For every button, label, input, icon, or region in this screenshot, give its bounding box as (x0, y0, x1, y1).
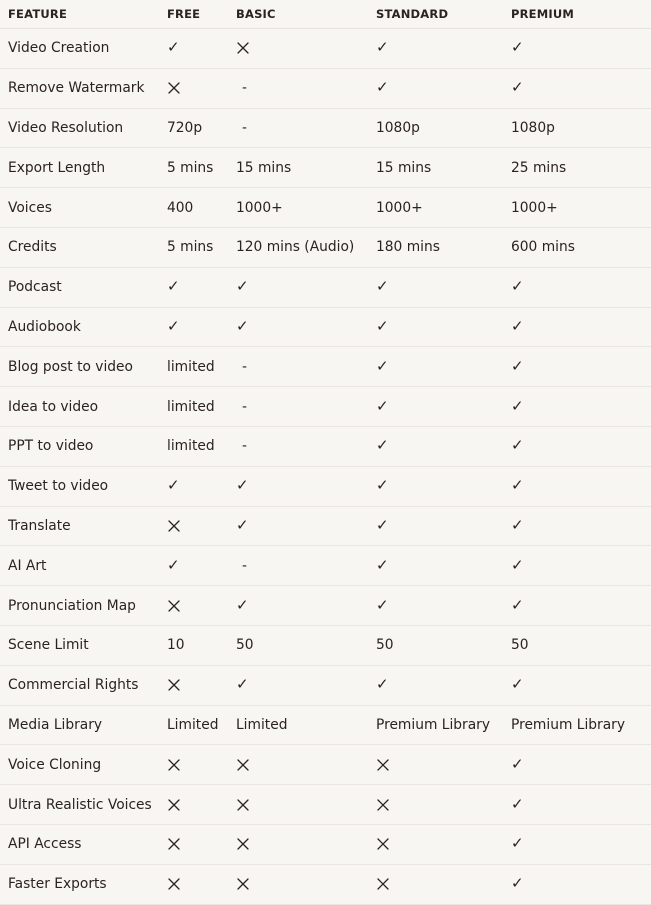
unavailable-dash: - (242, 398, 247, 415)
cell-basic (236, 785, 376, 825)
cross-icon (236, 798, 250, 812)
feature-name: Translate (0, 506, 167, 546)
table-row (0, 426, 651, 466)
cross-icon (376, 837, 390, 851)
check-icon: ✓ (376, 515, 389, 534)
cell-free (167, 745, 236, 785)
cell-basic (236, 108, 376, 148)
cross-icon (236, 758, 250, 772)
check-icon: ✓ (167, 555, 180, 574)
feature-name: Pronunciation Map (0, 586, 167, 626)
table-row (0, 864, 651, 904)
cell-premium (511, 387, 651, 427)
check-icon: ✓ (511, 396, 524, 415)
cell-free: limited (167, 387, 236, 427)
cell-premium (511, 864, 651, 904)
table-row (0, 227, 651, 267)
cell-basic (236, 745, 376, 785)
cross-icon (236, 41, 250, 55)
feature-name: Voices (0, 188, 167, 228)
feature-name: Ultra Realistic Voices (0, 785, 167, 825)
check-icon: ✓ (511, 78, 524, 97)
cell-basic (236, 426, 376, 466)
check-icon: ✓ (236, 277, 249, 296)
table-row (0, 29, 651, 69)
check-icon: ✓ (376, 396, 389, 415)
cell-free (167, 466, 236, 506)
cell-free (167, 29, 236, 69)
feature-name: PPT to video (0, 426, 167, 466)
cell-standard (376, 546, 511, 586)
feature-name: AI Art (0, 546, 167, 586)
table-row (0, 466, 651, 506)
cell-premium (511, 506, 651, 546)
cell-free: 5 mins (167, 227, 236, 267)
cross-icon (376, 758, 390, 772)
table-row (0, 347, 651, 387)
unavailable-dash: - (242, 557, 247, 574)
table-row (0, 824, 651, 864)
check-icon: ✓ (236, 515, 249, 534)
cell-standard (376, 785, 511, 825)
cell-free (167, 267, 236, 307)
check-icon: ✓ (236, 316, 249, 335)
check-icon: ✓ (511, 356, 524, 375)
cell-standard: 180 mins (376, 227, 511, 267)
cell-standard: 50 (376, 625, 511, 665)
table-row (0, 586, 651, 626)
cell-free: 10 (167, 625, 236, 665)
cell-basic (236, 347, 376, 387)
table-row (0, 546, 651, 586)
cell-premium (511, 665, 651, 705)
table-row (0, 108, 651, 148)
table-row (0, 188, 651, 228)
feature-name: Media Library (0, 705, 167, 745)
unavailable-dash: - (242, 119, 247, 136)
cell-free (167, 785, 236, 825)
cell-premium (511, 426, 651, 466)
cell-free: limited (167, 426, 236, 466)
check-icon: ✓ (376, 436, 389, 455)
check-icon: ✓ (511, 277, 524, 296)
cell-premium (511, 267, 651, 307)
feature-name: Export Length (0, 148, 167, 188)
table-body (0, 29, 651, 905)
table-row (0, 745, 651, 785)
cell-premium (511, 586, 651, 626)
table-row (0, 267, 651, 307)
cell-basic (236, 68, 376, 108)
feature-name: Credits (0, 227, 167, 267)
cell-standard: 1000+ (376, 188, 511, 228)
cell-premium: 50 (511, 625, 651, 665)
cell-basic: 120 mins (Audio) (236, 227, 376, 267)
cell-premium (511, 466, 651, 506)
feature-name: Tweet to video (0, 466, 167, 506)
cell-standard (376, 586, 511, 626)
cell-basic (236, 864, 376, 904)
feature-name: API Access (0, 824, 167, 864)
unavailable-dash: - (242, 80, 247, 97)
cell-premium (511, 745, 651, 785)
cell-basic (236, 546, 376, 586)
table-row (0, 705, 651, 745)
table-row (0, 665, 651, 705)
cell-free: 400 (167, 188, 236, 228)
table-row (0, 307, 651, 347)
cell-premium (511, 68, 651, 108)
cell-basic (236, 387, 376, 427)
cell-basic (236, 586, 376, 626)
check-icon: ✓ (376, 38, 389, 57)
cell-premium (511, 29, 651, 69)
cell-premium (511, 546, 651, 586)
cell-premium (511, 347, 651, 387)
cell-free (167, 586, 236, 626)
feature-name: Idea to video (0, 387, 167, 427)
feature-name: Remove Watermark (0, 68, 167, 108)
cell-standard (376, 824, 511, 864)
cell-standard (376, 267, 511, 307)
cell-free (167, 68, 236, 108)
header-premium: PREMIUM (511, 0, 651, 29)
cell-free: 5 mins (167, 148, 236, 188)
header-row (0, 0, 651, 29)
cross-icon (376, 877, 390, 891)
cell-standard: Premium Library (376, 705, 511, 745)
feature-name: Podcast (0, 267, 167, 307)
cross-icon (236, 877, 250, 891)
table-row (0, 785, 651, 825)
header-basic: BASIC (236, 0, 376, 29)
cell-standard: 1080p (376, 108, 511, 148)
table-row (0, 625, 651, 665)
feature-name: Video Creation (0, 29, 167, 69)
table-row (0, 148, 651, 188)
cell-standard (376, 307, 511, 347)
cell-free (167, 546, 236, 586)
cell-standard (376, 426, 511, 466)
cross-icon (167, 798, 181, 812)
cross-icon (167, 877, 181, 891)
cell-free (167, 506, 236, 546)
cell-basic (236, 824, 376, 864)
cell-standard (376, 466, 511, 506)
table-row (0, 506, 651, 546)
check-icon: ✓ (167, 316, 180, 335)
check-icon: ✓ (236, 675, 249, 694)
cell-basic (236, 506, 376, 546)
check-icon: ✓ (511, 515, 524, 534)
check-icon: ✓ (511, 436, 524, 455)
cell-premium (511, 307, 651, 347)
cell-standard (376, 347, 511, 387)
check-icon: ✓ (167, 38, 180, 57)
feature-name: Audiobook (0, 307, 167, 347)
cross-icon (167, 678, 181, 692)
unavailable-dash: - (242, 438, 247, 455)
cell-free (167, 307, 236, 347)
cell-standard (376, 506, 511, 546)
cell-standard (376, 29, 511, 69)
table-row (0, 387, 651, 427)
check-icon: ✓ (376, 595, 389, 614)
cell-basic: 15 mins (236, 148, 376, 188)
check-icon: ✓ (511, 834, 524, 853)
cell-premium: 1000+ (511, 188, 651, 228)
check-icon: ✓ (376, 316, 389, 335)
cell-basic (236, 29, 376, 69)
header-feature: FEATURE (0, 0, 167, 29)
check-icon: ✓ (511, 675, 524, 694)
check-icon: ✓ (511, 754, 524, 773)
cell-premium: 1080p (511, 108, 651, 148)
cross-icon (167, 519, 181, 533)
check-icon: ✓ (167, 277, 180, 296)
cross-icon (167, 758, 181, 772)
cell-basic (236, 267, 376, 307)
cell-basic (236, 665, 376, 705)
cross-icon (167, 837, 181, 851)
header-free: FREE (167, 0, 236, 29)
cell-standard (376, 745, 511, 785)
cell-free: 720p (167, 108, 236, 148)
check-icon: ✓ (236, 595, 249, 614)
cell-standard: 15 mins (376, 148, 511, 188)
cell-free (167, 864, 236, 904)
cell-standard (376, 387, 511, 427)
check-icon: ✓ (511, 874, 524, 893)
cell-free: limited (167, 347, 236, 387)
check-icon: ✓ (167, 476, 180, 495)
cell-basic (236, 307, 376, 347)
cross-icon (236, 837, 250, 851)
cell-premium (511, 785, 651, 825)
cell-premium (511, 824, 651, 864)
check-icon: ✓ (511, 794, 524, 813)
cell-premium: Premium Library (511, 705, 651, 745)
check-icon: ✓ (376, 476, 389, 495)
cell-premium: 600 mins (511, 227, 651, 267)
cell-premium: 25 mins (511, 148, 651, 188)
cell-standard (376, 864, 511, 904)
cell-free (167, 824, 236, 864)
check-icon: ✓ (376, 78, 389, 97)
cell-basic: 50 (236, 625, 376, 665)
cross-icon (376, 798, 390, 812)
check-icon: ✓ (376, 277, 389, 296)
check-icon: ✓ (376, 675, 389, 694)
unavailable-dash: - (242, 358, 247, 375)
cell-free (167, 665, 236, 705)
cell-free: Limited (167, 705, 236, 745)
check-icon: ✓ (376, 555, 389, 574)
feature-name: Blog post to video (0, 347, 167, 387)
feature-name: Voice Cloning (0, 745, 167, 785)
table-row (0, 68, 651, 108)
feature-name: Video Resolution (0, 108, 167, 148)
cell-basic (236, 466, 376, 506)
header-standard: STANDARD (376, 0, 511, 29)
check-icon: ✓ (511, 38, 524, 57)
feature-name: Faster Exports (0, 864, 167, 904)
check-icon: ✓ (511, 595, 524, 614)
cell-standard (376, 68, 511, 108)
cell-standard (376, 665, 511, 705)
cell-basic: Limited (236, 705, 376, 745)
cross-icon (167, 81, 181, 95)
cross-icon (167, 599, 181, 613)
feature-name: Scene Limit (0, 625, 167, 665)
feature-name: Commercial Rights (0, 665, 167, 705)
check-icon: ✓ (376, 356, 389, 375)
check-icon: ✓ (511, 476, 524, 495)
check-icon: ✓ (511, 316, 524, 335)
check-icon: ✓ (236, 476, 249, 495)
cell-basic: 1000+ (236, 188, 376, 228)
check-icon: ✓ (511, 555, 524, 574)
